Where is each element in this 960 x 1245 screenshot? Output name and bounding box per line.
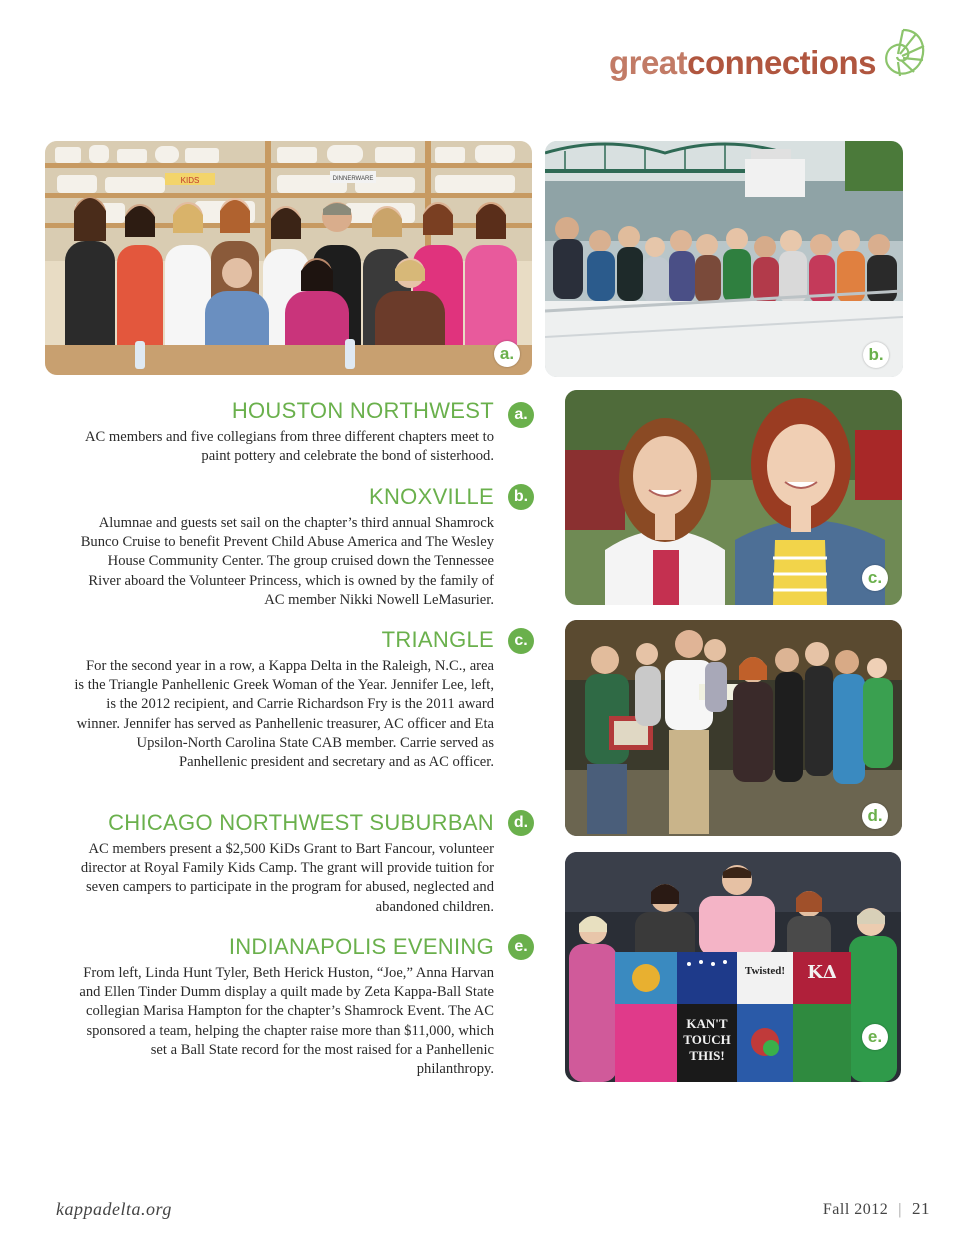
quilt-this-text: THIS!	[689, 1048, 725, 1063]
section-title-part2: connections	[687, 44, 876, 81]
quilt-twisted-text: Twisted!	[744, 965, 786, 977]
photo-letter-a: a.	[494, 341, 520, 367]
photo-letter-b: b.	[863, 342, 889, 368]
story-title: INDIANAPOLIS EVENING	[228, 934, 494, 959]
story-indianapolis-evening	[74, 934, 494, 1079]
kids-sign-text: KIDS	[180, 176, 200, 185]
story-title: TRIANGLE	[381, 627, 494, 652]
nautilus-shell-icon	[876, 24, 930, 82]
story-body: From left, Linda Hunt Tyler, Beth Herick Huston, “Joe,” Anna Harvan and Ellen Tinder Dumm display a quilt made by Zeta Kappa-Ball State collegian Marisa Hampton for the chapter’s Shamrock Event. The AC sponsored a team, helping the chapter raise more than $11,000, which set a Ball State record for the most raised for a Panhellenic philanthropy.	[79, 965, 494, 1078]
quilt-kd-text: ΚΔ	[807, 962, 837, 983]
photo-knoxville	[545, 141, 903, 377]
story-triangle	[74, 627, 494, 772]
quilt-kant-text: KAN'T	[686, 1016, 728, 1031]
story-badge-a: a.	[508, 402, 534, 428]
footer-issue-date: Fall 2012	[822, 1201, 889, 1218]
photo-houston-northwest	[45, 141, 532, 375]
story-body: For the second year in a row, a Kappa Delta in the Raleigh, N.C., area is the Triangle Panhellenic Greek Woman of the Year. Jennifer Lee, left, is the 2012 recipient, and Carrie Richardson Fry is the 2011 award winner. Jennifer has served as Panhellenic treasurer, AC officer and Eta Upsilon-North Carolina State CAB member. Carrie served as Panhellenic president and secretary and as AC officer.	[74, 658, 494, 771]
story-body: AC members and five collegians from three different chapters meet to paint pottery and celebrate the bond of sisterhood.	[84, 429, 494, 465]
story-badge-c: c.	[508, 628, 534, 654]
story-chicago-northwest-suburban	[74, 810, 494, 917]
photo-chicago-northwest-suburban	[565, 620, 902, 836]
story-title: CHICAGO NORTHWEST SUBURBAN	[108, 810, 494, 835]
footer-separator: |	[898, 1201, 902, 1218]
story-houston-northwest	[74, 398, 494, 466]
photo-letter-c: c.	[862, 565, 888, 591]
photo-indianapolis-evening	[565, 852, 901, 1082]
quilt-touch-text: TOUCH	[683, 1032, 731, 1047]
dinnerware-sign-text: DINNERWARE	[332, 176, 374, 182]
story-badge-e: e.	[508, 934, 534, 960]
story-badge-b: b.	[508, 484, 534, 510]
photo-letter-e: e.	[862, 1024, 888, 1050]
section-title	[609, 44, 876, 82]
photo-letter-d: d.	[862, 803, 888, 829]
footer-issue	[823, 1199, 930, 1219]
footer-website: kappadelta.org	[56, 1199, 172, 1219]
story-badge-d: d.	[508, 810, 534, 836]
section-title-part1: great	[608, 44, 688, 81]
page-number: 21	[912, 1199, 930, 1218]
story-title: KNOXVILLE	[369, 484, 494, 509]
story-title: HOUSTON NORTHWEST	[231, 398, 494, 423]
story-body: Alumnae and guests set sail on the chapter’s third annual Shamrock Bunco Cruise to benefit Prevent Child Abuse America and The Wesley House Community Center. The group cruised down the Tennessee River aboard the Volunteer Princess, which is owned by the family of AC member Nikki Nowell LeMasurier.	[80, 515, 494, 608]
photo-triangle	[565, 390, 902, 605]
story-body: AC members present a $2,500 KiDs Grant to Bart Fancour, volunteer director at Royal Family Kids Camp. The grant will provide tuition for seven campers to participate in the program for abused, neglected and abandoned children.	[80, 841, 494, 915]
story-knoxville	[74, 484, 494, 610]
